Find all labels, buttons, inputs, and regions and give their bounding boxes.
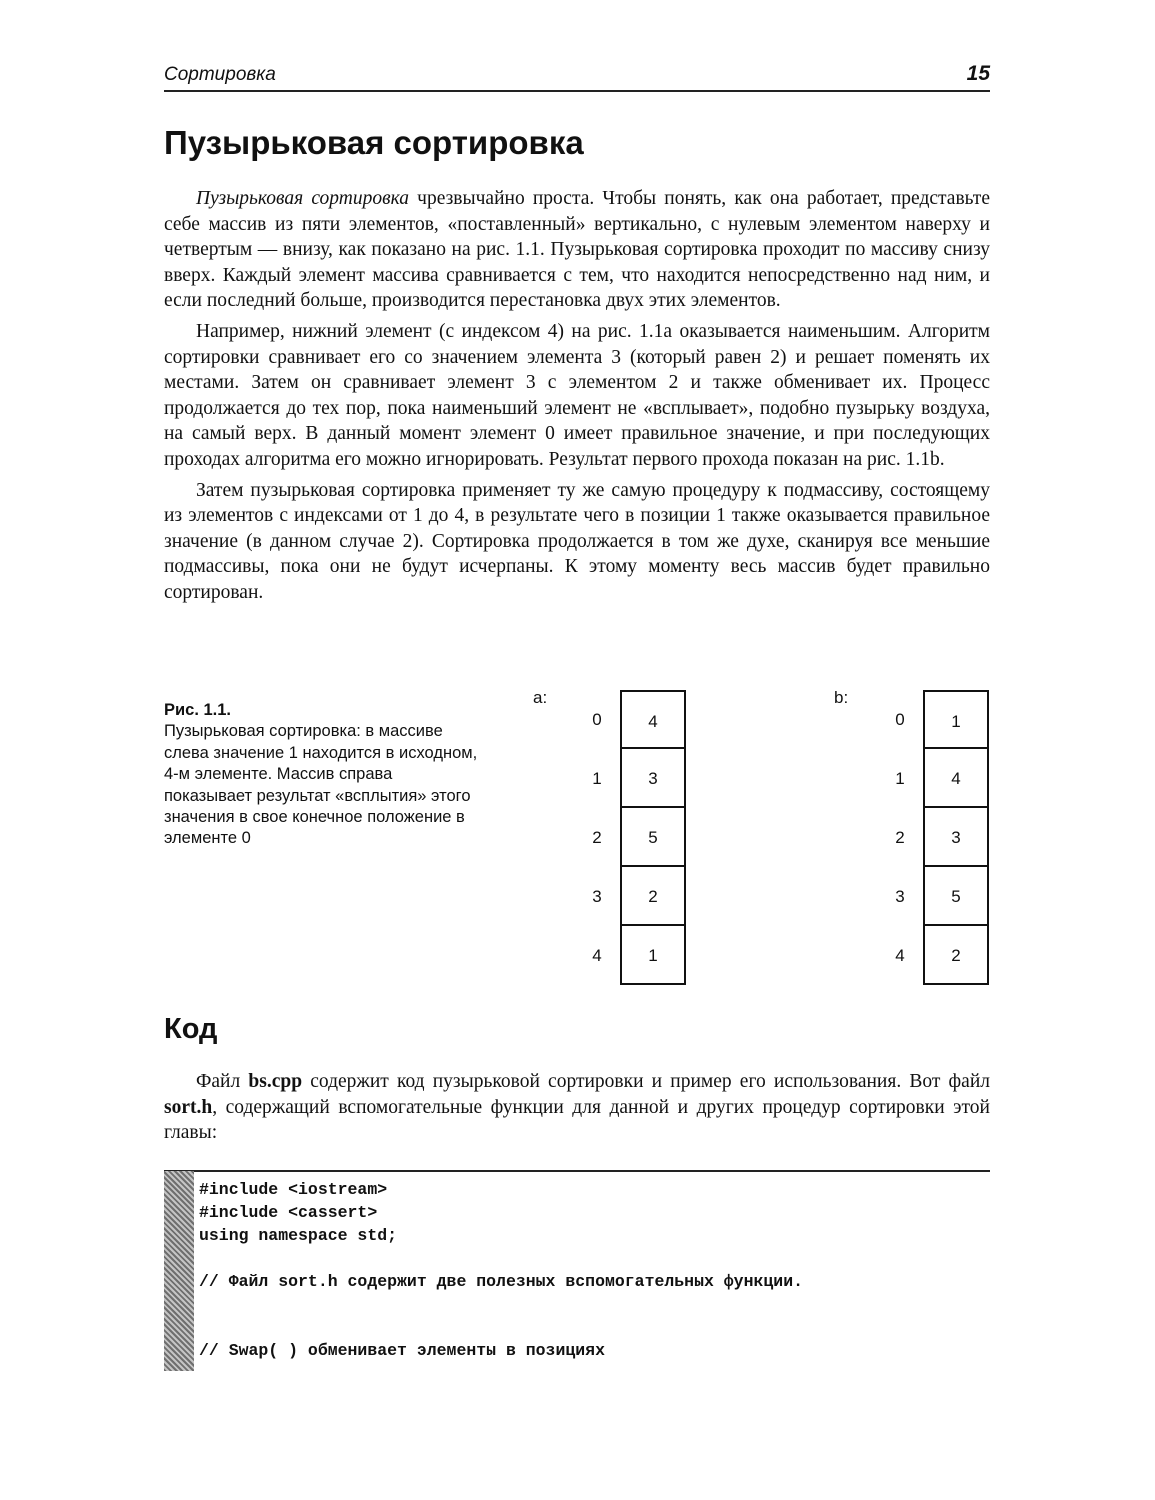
file-name-bs-cpp: bs.cpp (248, 1071, 303, 1092)
figure-caption-text: Пузырьковая сортировка: в массиве слева значение 1 находится в исходном, 4-м элементе. Массив справа показывает результат «всплытия» этого значения в свое конечное положение в элементе 0 (164, 722, 478, 848)
array-cell: 2 (620, 867, 686, 926)
intro-text (164, 186, 990, 611)
code-line: // Swap( ) обменивает элементы в позициях (199, 1341, 605, 1360)
array-cell: 4 (923, 749, 989, 808)
array-cell: 5 (620, 808, 686, 867)
array-cell: 5 (923, 867, 989, 926)
code-intro-text: Файл (196, 1071, 249, 1092)
page-number: 15 (966, 62, 990, 85)
paragraph-1 (164, 186, 990, 314)
figure-caption (164, 700, 484, 850)
file-name-sort-h: sort.h (164, 1096, 213, 1118)
array-cell: 1 (620, 926, 686, 985)
array-index: 2 (592, 828, 602, 847)
code-intro-text: , содержащий вспомогательные функции для данной и других процедур сортировки этой главы: (164, 1096, 990, 1144)
array-index: 3 (895, 887, 905, 906)
code-intro-paragraph (164, 1069, 990, 1146)
array-index: 3 (592, 887, 602, 906)
paragraph-2: Например, нижний элемент (с индексом 4) на рис. 1.1a оказывается наименьшим. Алгоритм сортировки сравнивает его со значением элемента 3 (который равен 2) и решает поменять их местами. Затем он сравнивает элемент 3 с элементом 2 и также обменивает их. Процесс продолжается до тех пор, пока наименьший элемент не «всплывает», подобно пузырьку воздуха, на самый верх. В данный момент элемент 0 имеет правильное значение, и при последующих проходах алгоритма его можно игнорировать. Результат первого прохода показан на рис. 1.1b. (164, 320, 990, 470)
code-line: // Файл sort.h содержит две полезных вспомогательных функции. (199, 1272, 803, 1291)
code-listing-gutter (164, 1171, 194, 1371)
running-head-title: Сортировка (164, 64, 276, 85)
code-line: using namespace std; (199, 1226, 398, 1245)
array-index: 4 (895, 946, 905, 965)
running-head (164, 60, 990, 92)
figure-label: Рис. 1.1. (164, 701, 232, 719)
array-cell: 2 (923, 926, 989, 985)
array-cell: 1 (923, 690, 989, 749)
array-cell: 3 (620, 749, 686, 808)
code-intro-text: содержит код пузырьковой сортировки и пример его использования. Вот файл (302, 1071, 991, 1092)
section-heading: Пузырьковая сортировка (164, 124, 584, 161)
array-index: 1 (895, 769, 905, 788)
array-index: 2 (895, 828, 905, 847)
code-heading: Код (164, 1013, 218, 1045)
paragraph-1-text: чрезвычайно проста. Чтобы понять, как она работает, представьте себе массив из пяти элементов, «поставленный» вертикально, с нулевым элементом наверху и четвертым — внизу, как показано на рис. 1.1. Пузырьковая сортировка проходит по массиву снизу вверх. Каждый элемент массива сравнивается с тем, что находится непосредственно над ним, и если последний больше, производится перестановка двух этих элементов. (164, 188, 990, 312)
lead-term: Пузырьковая сортировка (196, 188, 409, 209)
array-index: 4 (592, 946, 602, 965)
code-listing-rule (164, 1170, 990, 1172)
array-index: 1 (592, 769, 602, 788)
code-line: #include <iostream> (199, 1180, 388, 1199)
array-b-label: b: (834, 688, 849, 707)
array-index: 0 (592, 710, 602, 729)
code-line: #include <cassert> (199, 1203, 378, 1222)
code-intro (164, 1069, 990, 1151)
array-a-label: a: (533, 688, 548, 707)
array-index: 0 (895, 710, 905, 729)
array-cell: 3 (923, 808, 989, 867)
array-cell: 4 (620, 690, 686, 749)
paragraph-3: Затем пузырьковая сортировка применяет ту же самую процедуру к подмассиву, состоящему из элементов с индексами от 1 до 4, в результате чего в позиции 1 также оказывается правильное значение (в данном случае 2). Сортировка продолжается в том же духе, сканируя все меньшие подмассивы, пока они не будут исчерпаны. К этому моменту весь массив будет правильно сортирован. (164, 479, 990, 603)
